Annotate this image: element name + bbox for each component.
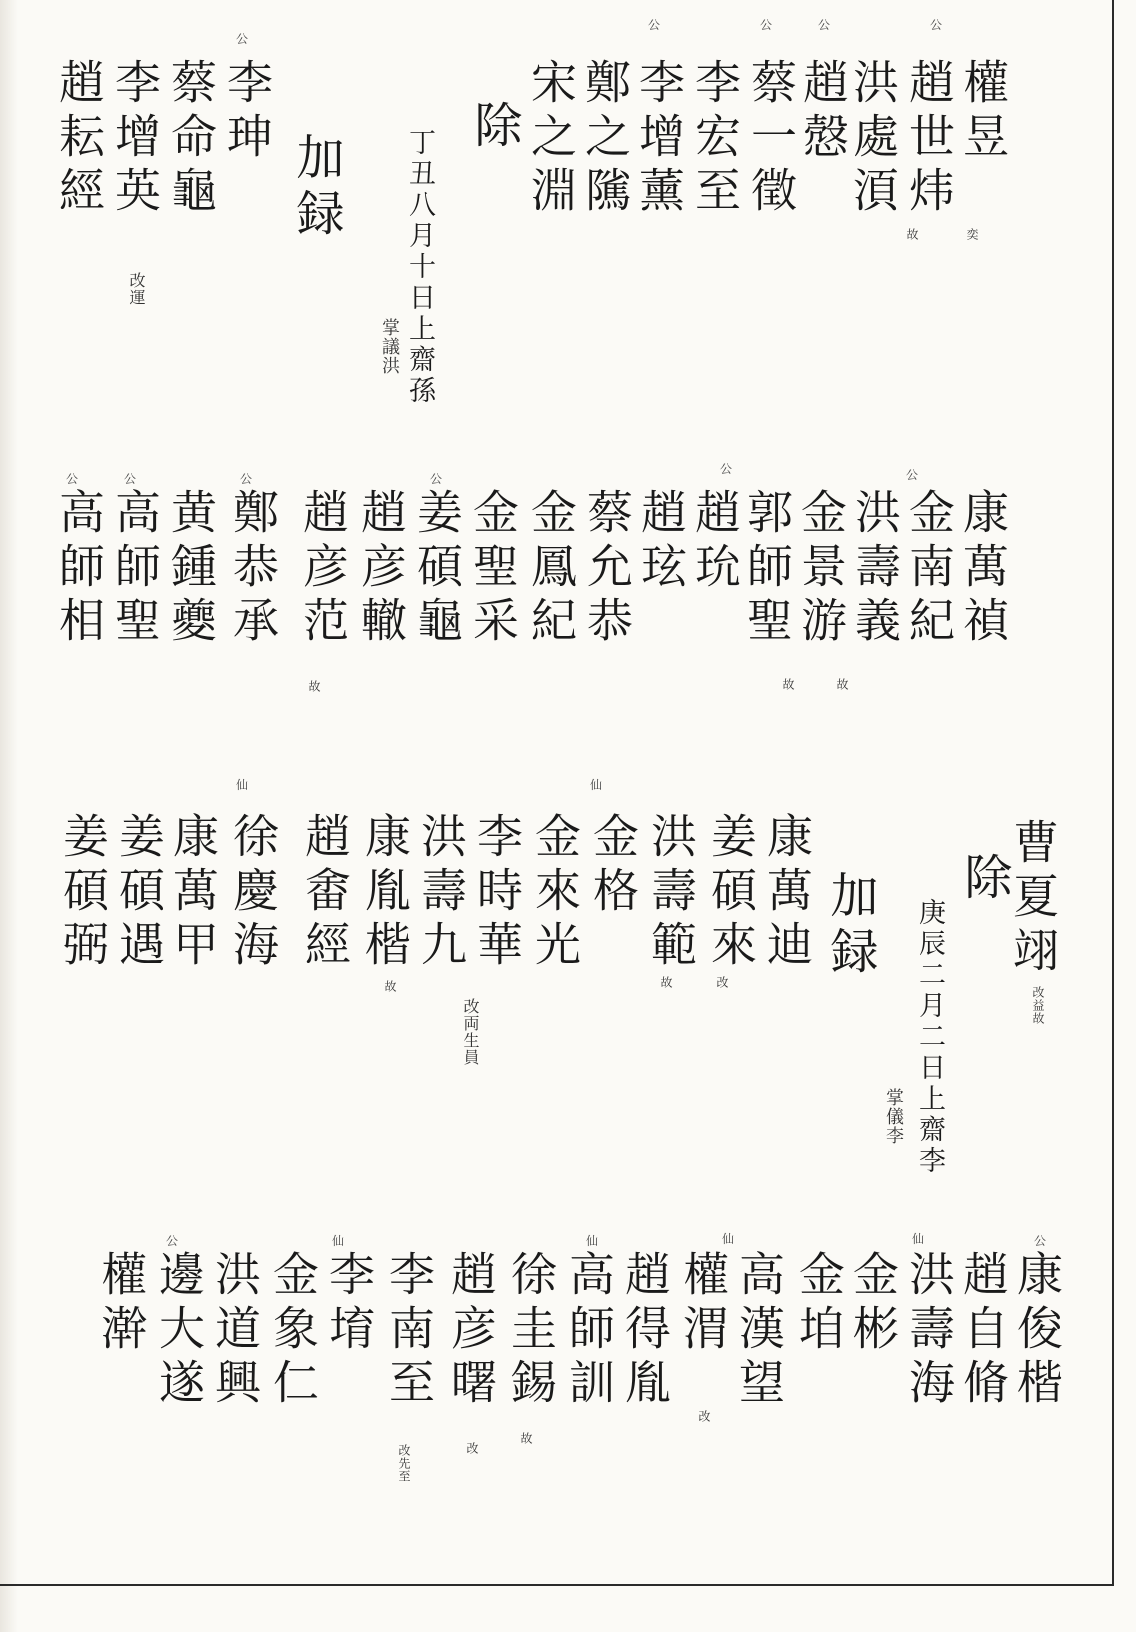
annotation: 改 <box>465 1442 479 1455</box>
name-column: 洪壽海 <box>902 1250 956 1412</box>
name-column: 趙彦范 <box>296 488 350 650</box>
seal-mark: 仙 <box>586 1234 599 1248</box>
annotation: 掌儀李 <box>883 1088 904 1145</box>
name-column: 洪處湏 <box>846 58 900 220</box>
seal-mark: 公 <box>648 18 661 32</box>
annotation: 改 <box>715 976 729 989</box>
seal-mark: 仙 <box>236 778 249 792</box>
name-column: 趙彦轍 <box>354 488 408 650</box>
seal-mark: 公 <box>760 18 773 32</box>
seal-mark: 公 <box>1034 1234 1047 1248</box>
name-column: 姜碩弼 <box>56 812 110 974</box>
name-column: 趙畬經 <box>298 812 352 974</box>
seal-mark: 公 <box>124 472 137 486</box>
annotation: 故 <box>519 1432 533 1445</box>
annotation: 掌議洪 <box>379 318 400 375</box>
name-column: 姜碩來 <box>704 812 758 974</box>
name-column: 康萬禎 <box>956 488 1010 650</box>
appointment-date: 丁丑八月十日上齋孫 <box>404 128 435 407</box>
name-column: 宋之淵 <box>524 58 578 220</box>
section-heading: 除 <box>956 852 1012 908</box>
name-column: 郭師聖 <box>740 488 794 650</box>
name-column: 金來光 <box>528 812 582 974</box>
name-column: 蔡一徵 <box>744 58 798 220</box>
name-column: 李南至 <box>382 1250 436 1412</box>
name-column: 康萬甲 <box>166 812 220 974</box>
name-column: 徐慶海 <box>226 812 280 974</box>
name-column: 李增英 <box>108 58 162 220</box>
appointment-date: 庚辰二月二日上齋李 <box>914 898 945 1177</box>
name-column: 李宏至 <box>688 58 742 220</box>
name-column: 蔡允恭 <box>580 488 634 650</box>
name-column: 康萬迪 <box>760 812 814 974</box>
name-column: 金象仁 <box>266 1250 320 1412</box>
name-column: 金彬 <box>846 1250 900 1358</box>
annotation: 故 <box>659 976 673 989</box>
name-column: 洪壽義 <box>848 488 902 650</box>
name-column: 鄭之隲 <box>578 58 632 220</box>
annotation: 故 <box>781 678 795 691</box>
name-column: 康俊楷 <box>1010 1250 1064 1412</box>
name-column: 趙世炜 <box>902 58 956 220</box>
seal-mark: 仙 <box>722 1232 735 1246</box>
name-column: 邊大遂 <box>152 1250 206 1412</box>
seal-mark: 公 <box>166 1234 179 1248</box>
name-column: 洪壽九 <box>414 812 468 974</box>
annotation: 故 <box>307 680 321 693</box>
name-column: 蔡命龜 <box>164 58 218 220</box>
section-heading: 除 <box>466 100 522 156</box>
annotation: 奕 <box>965 228 979 241</box>
name-column: 趙慤 <box>796 58 850 166</box>
seal-mark: 公 <box>720 462 733 476</box>
name-column: 金聖采 <box>466 488 520 650</box>
name-column: 李增薰 <box>632 58 686 220</box>
name-column: 高師相 <box>52 488 106 650</box>
annotation: 改運 <box>127 272 146 306</box>
annotation: 改 <box>697 1410 711 1423</box>
seal-mark: 公 <box>240 472 253 486</box>
name-column: 高師聖 <box>108 488 162 650</box>
seal-mark: 仙 <box>332 1234 345 1248</box>
name-column: 康胤楷 <box>358 812 412 974</box>
annotation: 改益故 <box>1031 986 1045 1025</box>
annotation: 故 <box>905 228 919 241</box>
name-column: 金垍 <box>792 1250 846 1358</box>
name-column: 趙彦曙 <box>444 1250 498 1412</box>
bottom-border-line <box>0 1584 1114 1586</box>
name-column: 趙玧 <box>688 488 742 596</box>
name-column: 權昱 <box>956 58 1010 166</box>
name-column: 姜碩遇 <box>112 812 166 974</box>
name-column: 洪壽範 <box>644 812 698 974</box>
name-column: 金鳳紀 <box>524 488 578 650</box>
seal-mark: 仙 <box>590 778 603 792</box>
seal-mark: 公 <box>66 472 79 486</box>
page-edge-shadow <box>0 0 18 1632</box>
name-column: 權澣 <box>94 1250 148 1358</box>
seal-mark: 仙 <box>912 1232 925 1246</box>
addition-heading: 加録 <box>822 870 878 982</box>
name-column: 鄭恭承 <box>226 488 280 650</box>
name-column: 趙耘經 <box>52 58 106 220</box>
name-column: 李時華 <box>470 812 524 974</box>
annotation: 改両生員 <box>461 998 480 1066</box>
seal-mark: 公 <box>906 468 919 482</box>
name-column: 高漢望 <box>732 1250 786 1412</box>
seal-mark: 公 <box>236 32 249 46</box>
seal-mark: 公 <box>430 472 443 486</box>
annotation: 故 <box>835 678 849 691</box>
name-column: 徐圭錫 <box>504 1250 558 1412</box>
annotation: 改先至 <box>397 1444 411 1483</box>
name-column: 金格 <box>586 812 640 920</box>
seal-mark: 公 <box>818 18 831 32</box>
name-column: 趙得胤 <box>618 1250 672 1412</box>
name-column: 金景游 <box>794 488 848 650</box>
name-column: 金南紀 <box>902 488 956 650</box>
name-column: 趙自脩 <box>956 1250 1010 1412</box>
addition-heading: 加録 <box>288 132 344 244</box>
name-column: 曹夏翊 <box>1006 818 1060 980</box>
name-column: 高師訓 <box>562 1250 616 1412</box>
name-column: 趙玹 <box>634 488 688 596</box>
name-column: 李珅 <box>220 58 274 166</box>
annotation: 故 <box>383 980 397 993</box>
name-column: 權渭 <box>676 1250 730 1358</box>
right-border-line <box>1112 0 1114 1585</box>
name-column: 黄鍾夔 <box>164 488 218 650</box>
seal-mark: 公 <box>930 18 943 32</box>
name-column: 李堉 <box>322 1250 376 1358</box>
name-column: 洪道興 <box>208 1250 262 1412</box>
name-column: 姜碩龜 <box>410 488 464 650</box>
